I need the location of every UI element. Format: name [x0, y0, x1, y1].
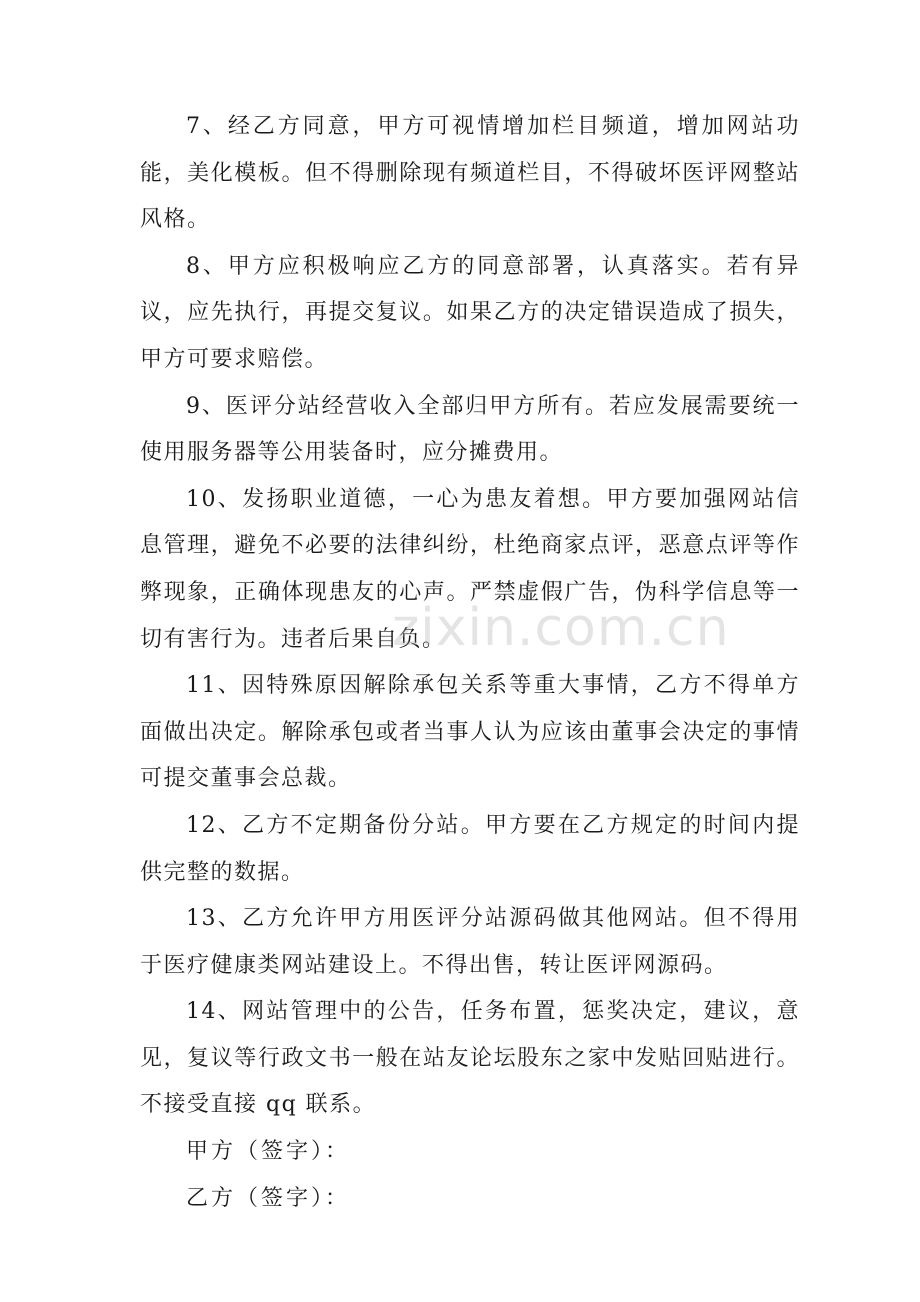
clause-14: 14、网站管理中的公告，任务布置，惩奖决定，建议，意见，复议等行政文书一般在站友论坛股东之家中发贴回贴进行。不接受直接 qq 联系。	[140, 999, 800, 1118]
party-a-signature-line: 甲方（签字）：	[186, 1139, 351, 1165]
watermark-text: zixin.com.cn	[392, 598, 730, 658]
clause-12: 12、乙方不定期备份分站。甲方要在乙方规定的时间内提供完整的数据。	[140, 812, 800, 885]
clause-13: 13、乙方允许甲方用医评分站源码做其他网站。但不得用于医疗健康类网站建设上。不得出售，转让医评网源码。	[140, 906, 800, 978]
clause-9: 9、医评分站经营收入全部归甲方所有。若应发展需要统一使用服务器等公用装备时，应分摊费用。	[140, 393, 800, 466]
clause-10: 10、发扬职业道德，一心为患友着想。甲方要加强网站信息管理，避免不必要的法律纠纷，杜绝商家点评，恶意点评等作弊现象，正确体现患友的心声。严禁虚假广告，伪科学信息等一切有害行为。违者后果自负。	[140, 486, 800, 652]
clause-7: 7、经乙方同意，甲方可视情增加栏目频道，增加网站功能，美化模板。但不得删除现有频道栏目，不得破坏医评网整站风格。	[140, 114, 800, 233]
party-b-signature-line: 乙方（签字）：	[186, 1185, 351, 1211]
document-page	[140, 104, 800, 1222]
clause-11: 11、因特殊原因解除承包关系等重大事情，乙方不得单方面做出决定。解除承包或者当事人认为应该由董事会决定的事情可提交董事会总裁。	[140, 673, 800, 792]
clause-8: 8、甲方应积极响应乙方的同意部署，认真落实。若有异议，应先执行，再提交复议。如果乙方的决定错误造成了损失，甲方可要求赔偿。	[140, 253, 800, 372]
